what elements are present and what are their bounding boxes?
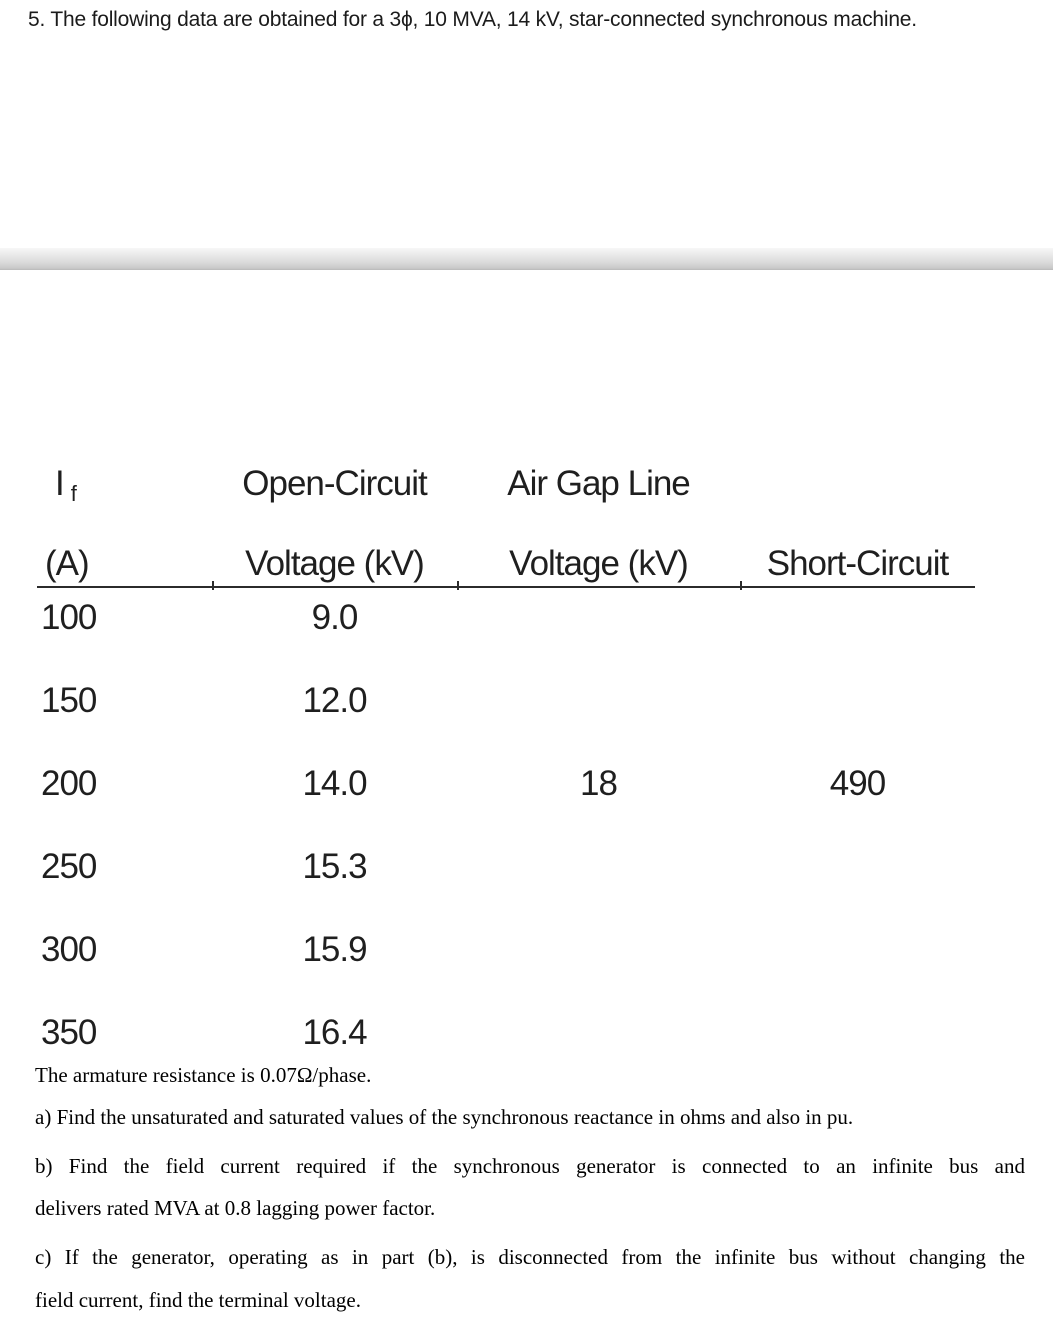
- question-b-line-1: b) Find the field current required if the synchronous generator is connected to an infinite bus and: [35, 1154, 1025, 1178]
- header-oc-voltage-unit: Voltage (kV): [245, 544, 424, 583]
- cell-oc-voltage: 16.4: [302, 1013, 367, 1052]
- cell-short-circuit: [740, 932, 975, 968]
- cell-short-circuit: [740, 600, 975, 636]
- cell-oc-voltage: 15.3: [302, 847, 367, 886]
- question-c-line-1: c) If the generator, operating as in part (b), is disconnected from the infinite bus without changing the: [35, 1245, 1025, 1269]
- table-row: [37, 849, 975, 885]
- table-row: [37, 683, 975, 719]
- header-field-current-unit: (A): [45, 544, 89, 583]
- cell-short-circuit: [740, 1015, 975, 1051]
- cell-agl-voltage: [457, 600, 740, 636]
- cell-agl-voltage: [457, 683, 740, 719]
- column-separator-tick: [457, 581, 459, 590]
- cell-if: 350: [41, 1013, 97, 1052]
- cell-oc-voltage: 15.9: [302, 930, 367, 969]
- machine-data-table: [37, 460, 975, 1070]
- header-agl-voltage-unit: Voltage (kV): [509, 544, 688, 583]
- header-short-circuit: Short-Circuit: [766, 544, 949, 583]
- table-row: [37, 1015, 975, 1051]
- cell-oc-voltage: 14.0: [302, 764, 367, 803]
- table-row: [37, 766, 975, 802]
- cell-if: 100: [41, 598, 97, 637]
- cell-if: 300: [41, 930, 97, 969]
- field-current-subscript: f: [70, 481, 77, 506]
- header-col4-spacer: [740, 466, 975, 506]
- table-header-row-2: [37, 546, 975, 582]
- table-row: [37, 932, 975, 968]
- cell-short-circuit: [740, 683, 975, 719]
- header-open-circuit: Open-Circuit: [242, 464, 427, 503]
- table-header-rule: [37, 586, 975, 588]
- question-a: a) Find the unsaturated and saturated values of the synchronous reactance in ohms and also in pu.: [35, 1105, 854, 1129]
- header-field-current: If: [55, 464, 77, 506]
- cell-short-circuit: [740, 849, 975, 885]
- armature-resistance-note: The armature resistance is 0.07Ω/phase.: [35, 1063, 372, 1087]
- question-b-line-2: delivers rated MVA at 0.8 lagging power factor.: [35, 1196, 436, 1220]
- cell-if: 200: [41, 764, 97, 803]
- header-air-gap-line: Air Gap Line: [507, 464, 690, 503]
- cell-agl-voltage: [457, 1015, 740, 1051]
- table-header-row-1: [37, 466, 975, 506]
- cell-if: 250: [41, 847, 97, 886]
- column-separator-tick: [740, 581, 742, 590]
- cell-if: 150: [41, 681, 97, 720]
- question-c-line-2: field current, find the terminal voltage.: [35, 1288, 361, 1312]
- cell-oc-voltage: 12.0: [302, 681, 367, 720]
- cell-oc-voltage: 9.0: [311, 598, 358, 637]
- cell-short-circuit: 490: [829, 764, 886, 803]
- problem-statement: 5. The following data are obtained for a 3ϕ, 10 MVA, 14 kV, star-connected synchronous machine.: [28, 8, 917, 31]
- cell-agl-voltage: 18: [580, 764, 617, 803]
- cell-agl-voltage: [457, 849, 740, 885]
- column-separator-tick: [212, 581, 214, 590]
- cell-agl-voltage: [457, 932, 740, 968]
- table-row: [37, 600, 975, 636]
- section-divider-bar: [0, 248, 1053, 270]
